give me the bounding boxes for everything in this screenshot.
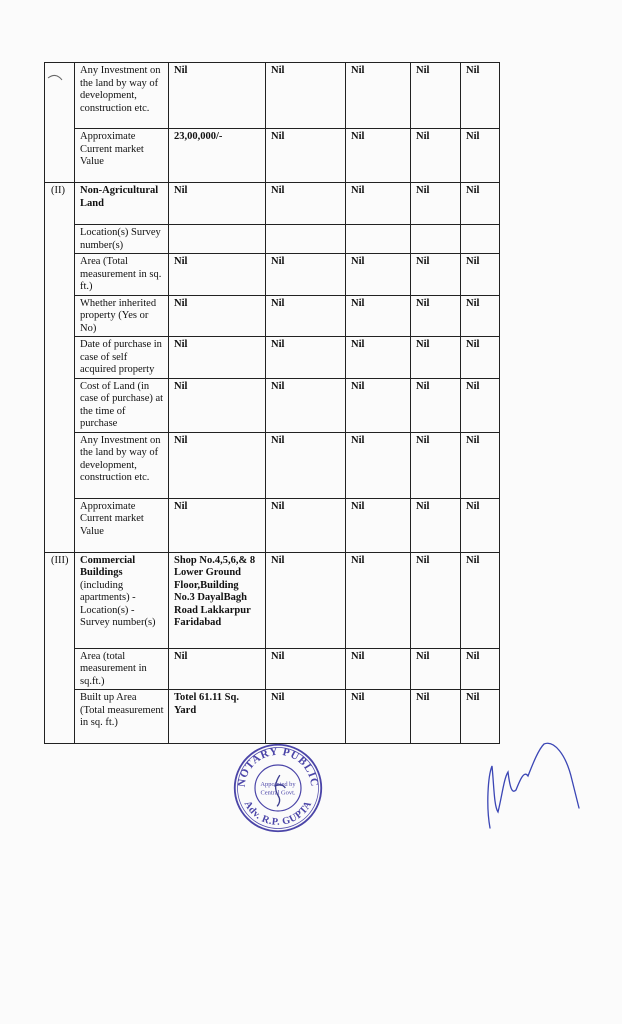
row-label: Whether inherited property (Yes or No): [75, 295, 169, 337]
value-cell: Nil: [411, 254, 461, 296]
value-cell: Nil: [266, 183, 346, 225]
row-label: Date of purchase in case of self acquired property: [75, 337, 169, 379]
row-label: Any Investment on the land by way of development, construction etc.: [75, 63, 169, 129]
row-label: Area (total measurement in sq.ft.): [75, 648, 169, 690]
value-cell: Nil: [169, 648, 266, 690]
table-row: [45, 498, 500, 552]
row-label: Location(s) Survey number(s): [75, 225, 169, 254]
table-row: [45, 63, 500, 129]
svg-text:NOTARY PUBLIC: NOTARY PUBLIC: [235, 745, 321, 788]
value-cell: Nil: [169, 295, 266, 337]
value-cell: Nil: [266, 432, 346, 498]
value-cell: Nil: [266, 254, 346, 296]
row-label: Cost of Land (in case of purchase) at the time of purchase: [75, 378, 169, 432]
value-cell: Nil: [169, 432, 266, 498]
table-row: [45, 432, 500, 498]
value-cell: Nil: [461, 337, 500, 379]
value-cell: Nil: [346, 183, 411, 225]
table-row: [45, 295, 500, 337]
value-cell: Nil: [346, 129, 411, 183]
address-cell: Shop No.4,5,6,& 8 Lower Ground Floor,Building No.3 DayalBagh Road Lakkarpur Faridabad: [169, 552, 266, 648]
value-cell: Nil: [266, 295, 346, 337]
row-label: Approximate Current market Value: [75, 129, 169, 183]
row-label: Approximate Current market Value: [75, 498, 169, 552]
value-cell: Nil: [266, 498, 346, 552]
svg-text:Central Govt.: Central Govt.: [260, 789, 296, 797]
value-cell: Nil: [266, 129, 346, 183]
property-declaration-table: [44, 62, 500, 744]
value-cell: Nil: [346, 63, 411, 129]
value-cell: Nil: [411, 378, 461, 432]
value-cell: Nil: [461, 63, 500, 129]
value-cell: Nil: [461, 254, 500, 296]
table-row: [45, 690, 500, 744]
row-label: Area (Total measurement in sq. ft.): [75, 254, 169, 296]
value-cell: Nil: [461, 498, 500, 552]
value-cell: Nil: [461, 690, 500, 744]
value-cell: Nil: [411, 183, 461, 225]
value-cell: Nil: [346, 378, 411, 432]
row-label: Any Investment on the land by way of development, construction etc.: [75, 432, 169, 498]
value-cell: [169, 225, 266, 254]
value-cell: Nil: [411, 337, 461, 379]
svg-text:Appointed by: Appointed by: [260, 781, 296, 789]
row-label-detail: (including apartments) -Location(s) -Survey number(s): [80, 579, 156, 628]
value-cell: [461, 225, 500, 254]
value-cell: Nil: [346, 648, 411, 690]
value-cell: Nil: [266, 337, 346, 379]
value-cell: Nil: [346, 498, 411, 552]
value-cell: Nil: [461, 432, 500, 498]
value-cell: Nil: [266, 552, 346, 648]
value-cell: Nil: [461, 552, 500, 648]
table-row: [45, 129, 500, 183]
value-cell: Nil: [346, 337, 411, 379]
serial-cell: [45, 63, 75, 183]
value-cell: Nil: [411, 690, 461, 744]
serial-cell: (III): [45, 552, 75, 744]
value-cell: Nil: [411, 63, 461, 129]
value-cell: Totel 61.11 Sq. Yard: [169, 690, 266, 744]
row-label: [75, 552, 169, 648]
value-cell: Nil: [461, 295, 500, 337]
value-cell: Nil: [266, 378, 346, 432]
value-cell: Nil: [411, 129, 461, 183]
value-cell: Nil: [461, 129, 500, 183]
table-row: [45, 254, 500, 296]
value-cell: Nil: [461, 378, 500, 432]
row-label: Non-Agricultural Land: [75, 183, 169, 225]
row-label-heading: Commercial Buildings: [80, 554, 136, 578]
value-cell: Nil: [346, 690, 411, 744]
table-row: [45, 552, 500, 648]
row-label: Built up Area (Total measurement in sq. ft.): [75, 690, 169, 744]
value-cell: Nil: [461, 648, 500, 690]
serial-cell: (II): [45, 183, 75, 553]
value-cell: Nil: [169, 498, 266, 552]
signature: [480, 736, 580, 836]
value-cell: Nil: [169, 337, 266, 379]
value-cell: Nil: [411, 498, 461, 552]
value-cell: Nil: [411, 648, 461, 690]
table-row: [45, 337, 500, 379]
value-cell: Nil: [461, 183, 500, 225]
value-cell: [411, 225, 461, 254]
value-cell: Nil: [346, 432, 411, 498]
table-row: [45, 648, 500, 690]
value-cell: Nil: [266, 690, 346, 744]
table-row: [45, 225, 500, 254]
value-cell: Nil: [346, 254, 411, 296]
value-cell: Nil: [169, 183, 266, 225]
svg-text:Adv. R.P. GUPTA: Adv. R.P. GUPTA: [241, 799, 315, 828]
value-cell: Nil: [346, 295, 411, 337]
table-row: [45, 183, 500, 225]
value-cell: Nil: [411, 295, 461, 337]
table-row: [45, 378, 500, 432]
value-cell: Nil: [169, 254, 266, 296]
value-cell: [346, 225, 411, 254]
value-cell: Nil: [411, 432, 461, 498]
value-cell: Nil: [266, 63, 346, 129]
value-cell: Nil: [411, 552, 461, 648]
value-cell: Nil: [266, 648, 346, 690]
value-cell: [266, 225, 346, 254]
value-cell: 23,00,000/-: [169, 129, 266, 183]
notary-stamp: [232, 742, 324, 834]
value-cell: Nil: [169, 378, 266, 432]
value-cell: Nil: [346, 552, 411, 648]
value-cell: Nil: [169, 63, 266, 129]
